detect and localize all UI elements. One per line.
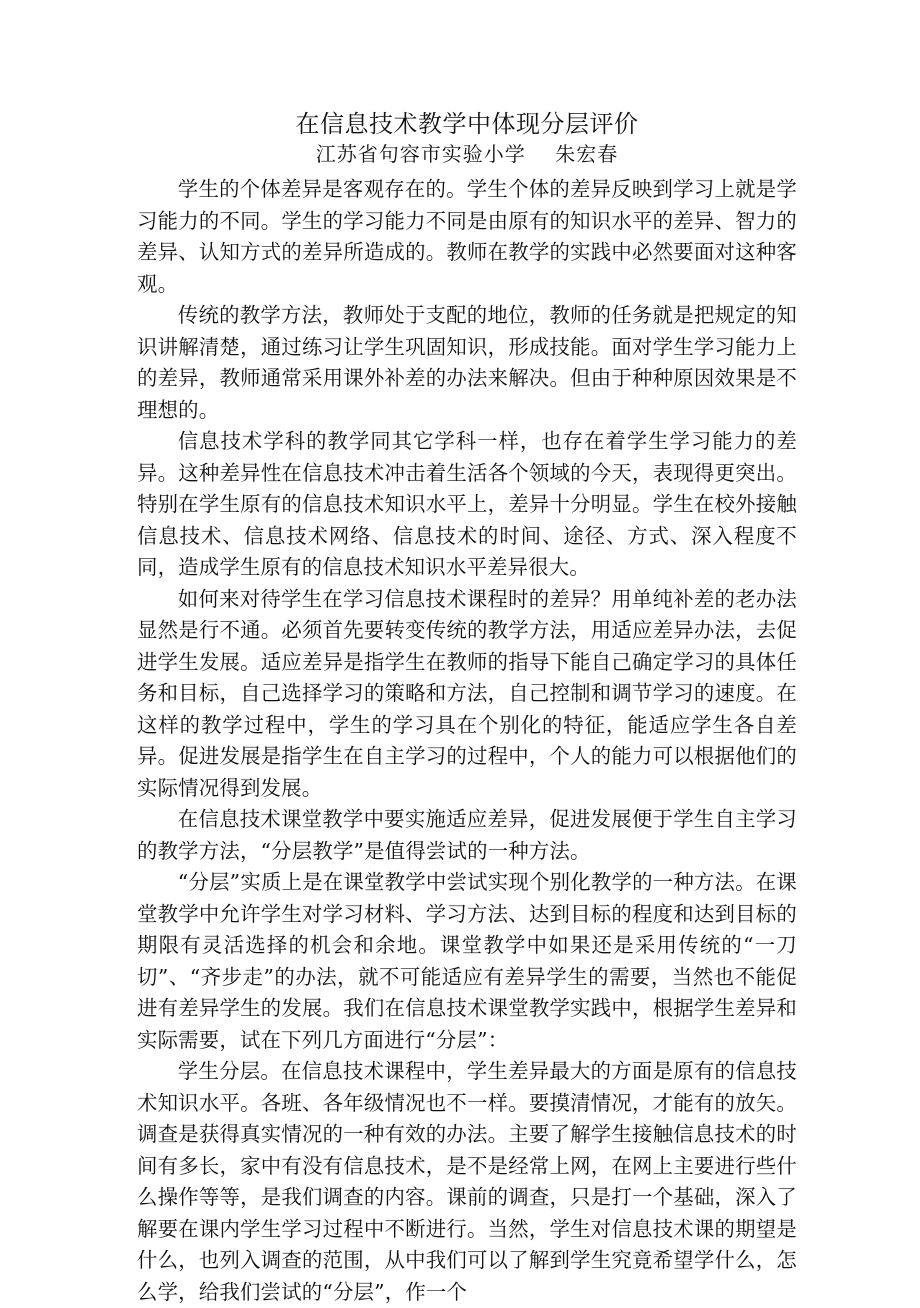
paragraph-4: 如何来对待学生在学习信息技术课程时的差异？用单纯补差的老办法显然是行不通。必须首先要转变传统的教学方法，用适应差异办法，去促进学生发展。适应差异是指学生在教师的指导下能自己确定学习的具体任务和目标，自己选择学习的策略和方法，自己控制和调节学习的速度。在这样的教学过程中，学生的学习具在个别化的特征，能适应学生各自差异。促进发展是指学生在自主学习的过程中，个人的能力可以根据他们的实际情况得到发展。 [137, 586, 797, 800]
paragraph-6: “分层”实质上是在课堂教学中尝试实现个别化教学的一种方法。在课堂教学中允许学生对学习材料、学习方法、达到目标的程度和达到目标的期限有灵活选择的机会和余地。课堂教学中如果还是采用传统的“一刀切”、“齐步走”的办法，就不可能适应有差异学生的需要，当然也不能促进有差异学生的发展。我们在信息技术课堂教学实践中，根据学生差异和实际需要，试在下列几方面进行“分层”： [137, 870, 797, 1052]
paragraph-5: 在信息技术课堂教学中要实施适应差异，促进发展便于学生自主学习的教学方法，“分层教学”是值得尝试的一种方法。 [137, 807, 797, 863]
document-title: 在信息技术教学中体现分层评价 [295, 110, 639, 138]
paragraph-3: 信息技术学科的教学同其它学科一样，也存在着学生学习能力的差异。这种差异性在信息技术冲击着生活各个领域的今天，表现得更突出。特别在学生原有的信息技术知识水平上，差异十分明显。学生在校外接触信息技术、信息技术网络、信息技术的时间、途径、方式、深入程度不同，造成学生原有的信息技术知识水平差异很大。 [137, 429, 797, 579]
paragraph-1: 学生的个体差异是客观存在的。学生个体的差异反映到学习上就是学习能力的不同。学生的学习能力不同是由原有的知识水平的差异、智力的差异、认知方式的差异所造成的。教师在教学的实践中必然要面对这种客观。 [137, 177, 797, 296]
paragraph-7: 学生分层。在信息技术课程中，学生差异最大的方面是原有的信息技术知识水平。各班、各年级情况也不一样。要摸清情况，才能有的放矢。调查是获得真实情况的一种有效的办法。主要了解学生接触信息技术的时间有多长，家中有没有信息技术，是不是经常上网，在网上主要进行些什么操作等等，是我们调查的内容。课前的调查，只是打一个基础，深入了解要在课内学生学习过程中不断进行。当然，学生对信息技术课的期望是什么，也列入调查的范围，从中我们可以了解到学生究竟希望学什么，怎么学，给我们尝试的“分层”，作一个 [137, 1059, 797, 1304]
document-page [137, 108, 797, 1308]
author-byline: 江苏省句容市实验小学 朱宏春 [315, 142, 619, 166]
paragraph-2: 传统的教学方法，教师处于支配的地位，教师的任务就是把规定的知识讲解清楚，通过练习让学生巩固知识，形成技能。面对学生学习能力上的差异，教师通常采用课外补差的办法来解决。但由于种种原因效果是不理想的。 [137, 303, 797, 422]
